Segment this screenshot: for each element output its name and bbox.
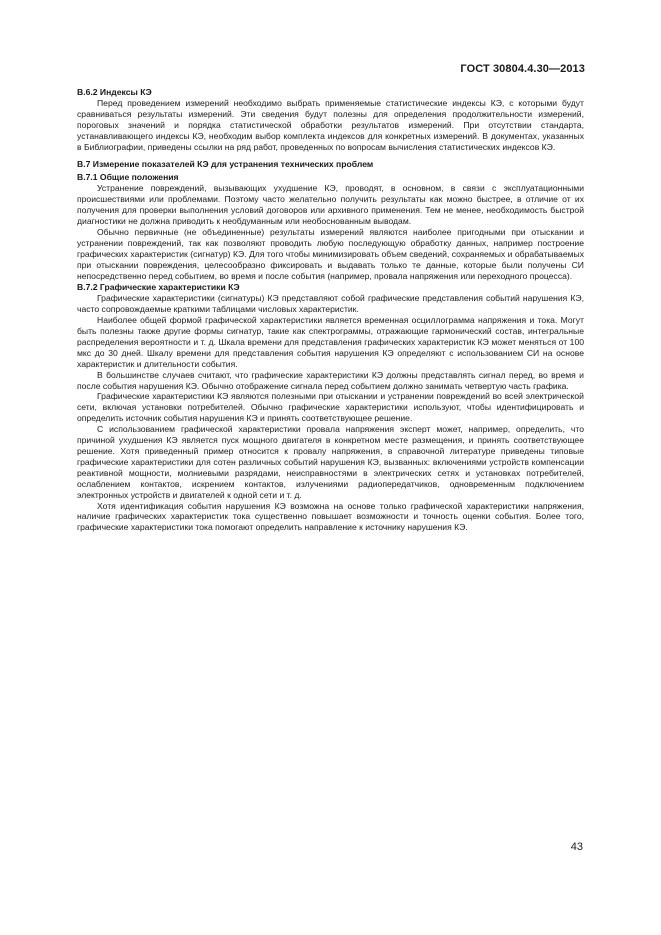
section-heading: B.6.2 Индексы КЭ [77, 87, 152, 97]
body-paragraph: Устранение повреждений, вызывающих ухудшение КЭ, проводят, в основном, в связи с эксплуатационными происшествиями или проблемами. Поэтому часто желательно получить результаты как можно быстрее, в отличие от их получения для проверки выполнения условий договоров или архивного применения. Тем не менее, необходимость быстрой диагностики не должна приводить к необдуманным или необоснованным выводам. [77, 183, 584, 226]
body-paragraph: Хотя идентификация события нарушения КЭ возможна на основе только графической характеристики напряжения, наличие графических характеристик тока существенно повышает возможности и точность оценки события. Более того, графические характеристики тока помогают определить направление к источнику нарушения КЭ. [77, 500, 584, 533]
page-number: 43 [570, 841, 583, 853]
body-paragraph: Графические характеристики КЭ являются полезными при отыскании и устранении повреждений во всей электрической сети, включая установки потребителей. Обычно графические характеристики используют, чтобы идентифицировать и определить источник события нарушения КЭ и принять соответствующее решение. [77, 391, 584, 424]
document-body [77, 86, 584, 533]
body-paragraph: С использованием графической характеристики провала напряжения эксперт может, например, определить, что причиной ухудшения КЭ является пуск мощного двигателя в конкретном месте размещения, и принять соответствующее решение. Хотя приведенный пример относится к провалу напряжения, в справочной литературе приведены типовые графические характеристики для сотен различных событий нарушения КЭ, вызванных: включениями устройств компенсации реактивной мощности, молниевыми разрядами, неисправностями в электрических сетях и установках потребителей, ослаблением контактов, искрением контактов, излучениями радиопередатчиков, одновременным подключением электронных устройств и двигателей к одной сети и т. д. [77, 424, 584, 500]
body-paragraph: В большинстве случаев считают, что графические характеристики КЭ должны представлять сигнал перед, во время и после события нарушения КЭ. Обычно отображение сигнала перед событием должно занимать четвертую часть графика. [77, 369, 584, 391]
section-heading: B.7.2 Графические характеристики КЭ [77, 282, 240, 293]
section-heading: B.7 Измерение показателей КЭ для устранения технических проблем [77, 159, 374, 170]
body-paragraph: Обычно первичные (не объединенные) результаты измерений являются наиболее пригодными при отыскании и устранении повреждений, так как позволяют проводить любую последующую обработку данных, например построение графических характеристик (сигнатур) КЭ. Для того чтобы минимизировать объем сведений, сохраняемых и обрабатываемых при отыскании повреждения, целесообразно фиксировать и выдавать только те данные, которые были получены СИ непосредственно перед событием, во время и после события (например, провала напряжения или переходного процесса). [77, 226, 584, 281]
body-paragraph: Наиболее общей формой графической характеристики является временная осциллограмма напряжения и тока. Могут быть полезны также другие формы сигнатур, такие как спектрограммы, отражающие гармонический состав, интегральные распределения вероятности и т. д. Шкала времени для представления графических характеристик КЭ может меняться от 100 мкс до 30 дней. Шкалу времени для представления события нарушения КЭ определяют с использованием СИ на основе характеристик и длительности события. [77, 315, 584, 369]
section-heading: B.7.1 Общие положения [77, 172, 179, 183]
body-paragraph: Графические характеристики (сигнатуры) КЭ представляют собой графические представления событий нарушения КЭ, часто сопровождаемые краткими таблицами числовых характеристик. [77, 293, 584, 315]
body-paragraph: Перед проведением измерений необходимо выбрать применяемые статистические индексы КЭ, с которыми будут сравниваться результаты измерений. Эти сведения будут полезны для определения продолжительности измерений, пороговых значений и порядка статистической обработки результатов измерений. При отсутствии стандарта, устанавливающего индексы КЭ, необходим выбор комплекта индексов для конкретных измерений. В документах, указанных в Библиографии, приведены ссылки на ряд работ, проведенных по вопросам вычисления статистических индексов КЭ. [77, 97, 584, 152]
standard-code-header: ГОСТ 30804.4.30—2013 [460, 63, 585, 75]
